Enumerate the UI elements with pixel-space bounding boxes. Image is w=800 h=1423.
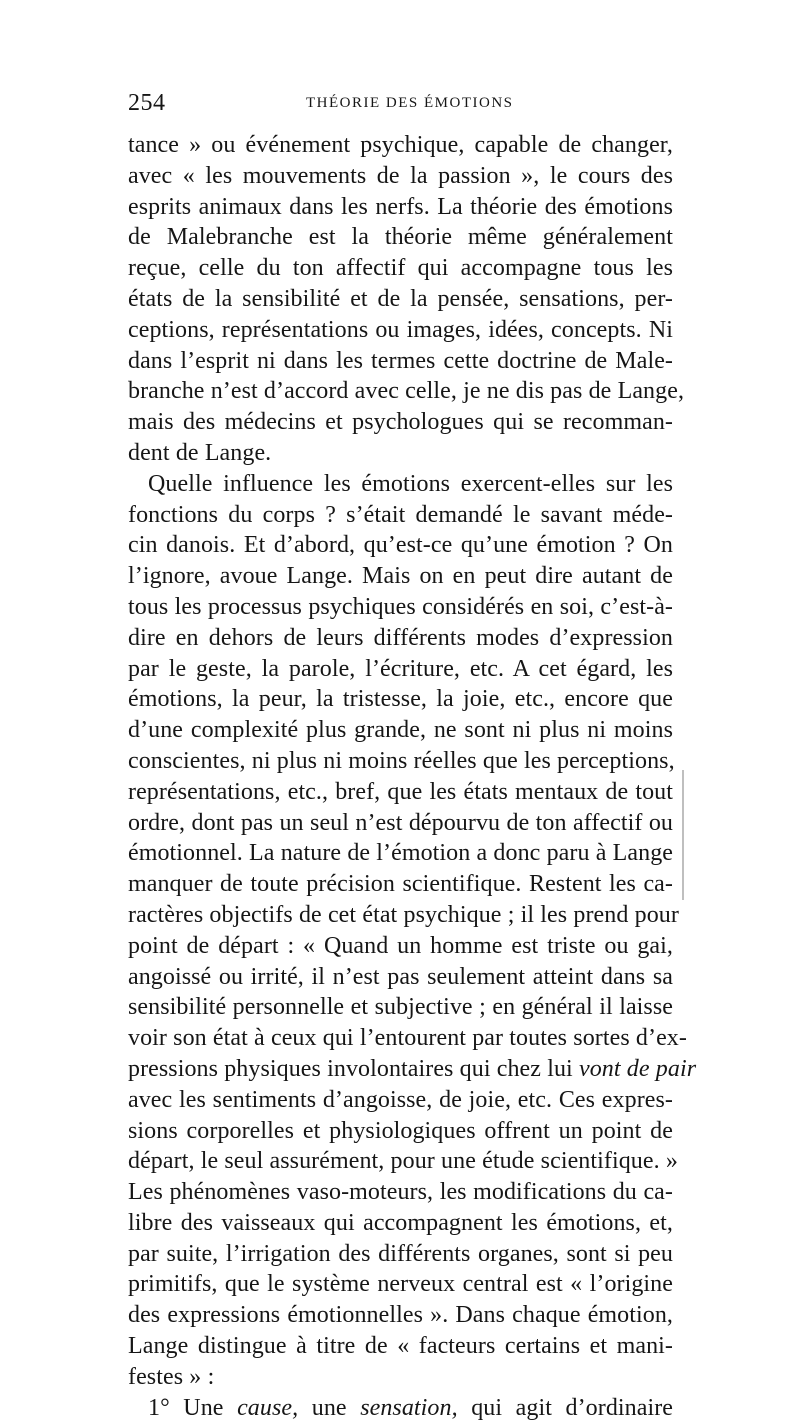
italic-cause: cause, [237, 1394, 299, 1421]
italic-sensation: sensation, [360, 1394, 458, 1421]
text-line-24: émotionnel. La nature de l’émotion a donc paru à Lange [128, 840, 674, 867]
text-line-2: avec « les mouvements de la passion », le cours des [128, 162, 673, 189]
text-line-14: cin danois. Et d’abord, qu’est-ce qu’une émotion ? On [128, 532, 673, 559]
running-title: THÉORIE DES ÉMOTIONS [306, 95, 514, 111]
text-line-42 [128, 1393, 673, 1423]
text-line-21: conscientes, ni plus ni moins réelles que les perceptions, [128, 747, 675, 774]
text-line-40: Lange distingue à titre de « facteurs certains et mani- [128, 1333, 673, 1360]
text-line-42-end: qui agit d’ordinaire [471, 1394, 674, 1421]
text-line-8: dans l’esprit ni dans les termes cette doctrine de Male- [128, 347, 673, 374]
text-line-9: branche n’est d’accord avec celle, je ne dis pas de Lange, [128, 378, 685, 405]
body-text [128, 130, 697, 1423]
text-line-27: point de départ : « Quand un homme est triste ou gai, [128, 932, 673, 959]
text-line-42-mid: une [311, 1394, 347, 1421]
text-line-1: tance » ou événement psychique, capable de changer, [128, 132, 673, 158]
text-line-37: par suite, l’irrigation des différents organes, sont si peu [128, 1240, 673, 1267]
text-line-4: de Malebranche est la théorie même généralement [128, 224, 673, 251]
text-line-35: Les phénomènes vaso-moteurs, les modifications du ca- [128, 1179, 673, 1206]
text-line-28: angoissé ou irrité, il n’est pas seulement atteint dans sa [128, 963, 673, 990]
enumeration-prefix: 1° Une [148, 1394, 224, 1421]
text-line-5: reçue, celle du ton affectif qui accompagne tous les [128, 255, 673, 282]
text-line-34: départ, le seul assurément, pour une étude scientifique. » [128, 1148, 678, 1175]
text-line-19: émotions, la peur, la tristesse, la joie, etc., encore que [128, 686, 673, 713]
text-line-31-start: pressions physiques involontaires qui chez lui [128, 1055, 573, 1082]
text-line-20: d’une complexité plus grande, ne sont ni plus ni moins [128, 717, 673, 744]
text-line-13: fonctions du corps ? s’était demandé le savant méde- [128, 501, 673, 528]
text-line-15: l’ignore, avoue Lange. Mais on en peut dire autant de [128, 563, 673, 590]
text-line-7: ceptions, représentations ou images, idées, concepts. Ni [128, 316, 673, 343]
text-line-10: mais des médecins et psychologues qui se recomman- [128, 409, 673, 436]
text-line-32: avec les sentiments d’angoisse, de joie, etc. Ces expres- [128, 1086, 673, 1113]
page-header [128, 88, 673, 118]
text-line-38: primitifs, que le système nerveux central est « l’origine [128, 1271, 673, 1298]
text-line-25: manquer de toute précision scientifique. Restent les ca- [128, 871, 673, 898]
scan-edge-mark [682, 770, 684, 900]
text-line-31 [128, 1054, 697, 1085]
text-line-23: ordre, dont pas un seul n’est dépourvu de ton affectif ou [128, 809, 673, 836]
text-line-16: tous les processus psychiques considérés en soi, c’est-à- [128, 593, 673, 620]
text-line-12: Quelle influence les émotions exercent-elles sur les [148, 470, 673, 497]
text-line-17: dire en dehors de leurs différents modes d’expression [128, 624, 673, 651]
text-line-36: libre des vaisseaux qui accompagnent les émotions, et, [128, 1209, 673, 1236]
text-line-22: représentations, etc., bref, que les états mentaux de tout [128, 778, 673, 805]
page-number: 254 [128, 90, 166, 116]
text-line-26: ractères objectifs de cet état psychique ; il les prend pour [128, 901, 679, 928]
text-line-30: voir son état à ceux qui l’entourent par toutes sortes d’ex- [128, 1025, 687, 1052]
text-line-18: par le geste, la parole, l’écriture, etc. A cet égard, les [128, 655, 673, 682]
text-line-11: dent de Lange. [128, 439, 272, 466]
text-line-3: esprits animaux dans les nerfs. La théorie des émotions [128, 193, 673, 220]
text-line-29: sensibilité personnelle et subjective ; en général il laisse [128, 994, 673, 1021]
text-line-6: états de la sensibilité et de la pensée, sensations, per- [128, 285, 673, 312]
text-line-33: sions corporelles et physiologiques offrent un point de [128, 1117, 673, 1144]
text-line-39: des expressions émotionnelles ». Dans chaque émotion, [128, 1302, 673, 1329]
text-line-41: festes » : [128, 1363, 215, 1390]
italic-phrase: vont de pair [578, 1055, 697, 1082]
